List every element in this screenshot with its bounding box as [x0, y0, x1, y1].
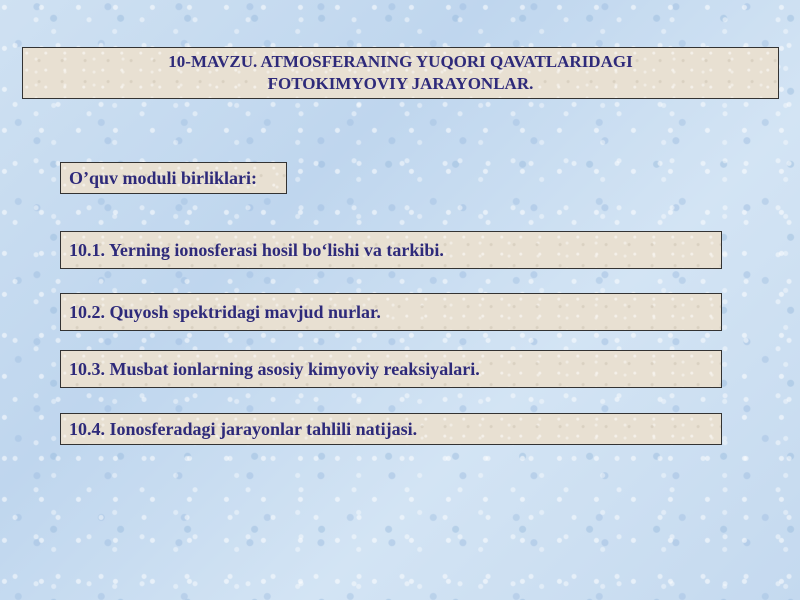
page-title-line-1: 10-MAVZU. ATMOSFERANING YUQORI QAVATLARIDAGI	[168, 52, 633, 71]
page-title	[22, 47, 779, 99]
page-title-line-2: FOTOKIMYOVIY JARAYONLAR.	[267, 74, 534, 93]
module-unit-item: 10.3. Musbat ionlarning asosiy kimyoviy reaksiyalari.	[60, 350, 722, 388]
module-unit-item: 10.4. Ionosferadagi jarayonlar tahlili natijasi.	[60, 413, 722, 445]
module-units-label: O’quv moduli birliklari:	[60, 162, 287, 194]
module-unit-item: 10.1. Yerning ionosferasi hosil bo‘lishi va tarkibi.	[60, 231, 722, 269]
module-unit-item: 10.2. Quyosh spektridagi mavjud nurlar.	[60, 293, 722, 331]
